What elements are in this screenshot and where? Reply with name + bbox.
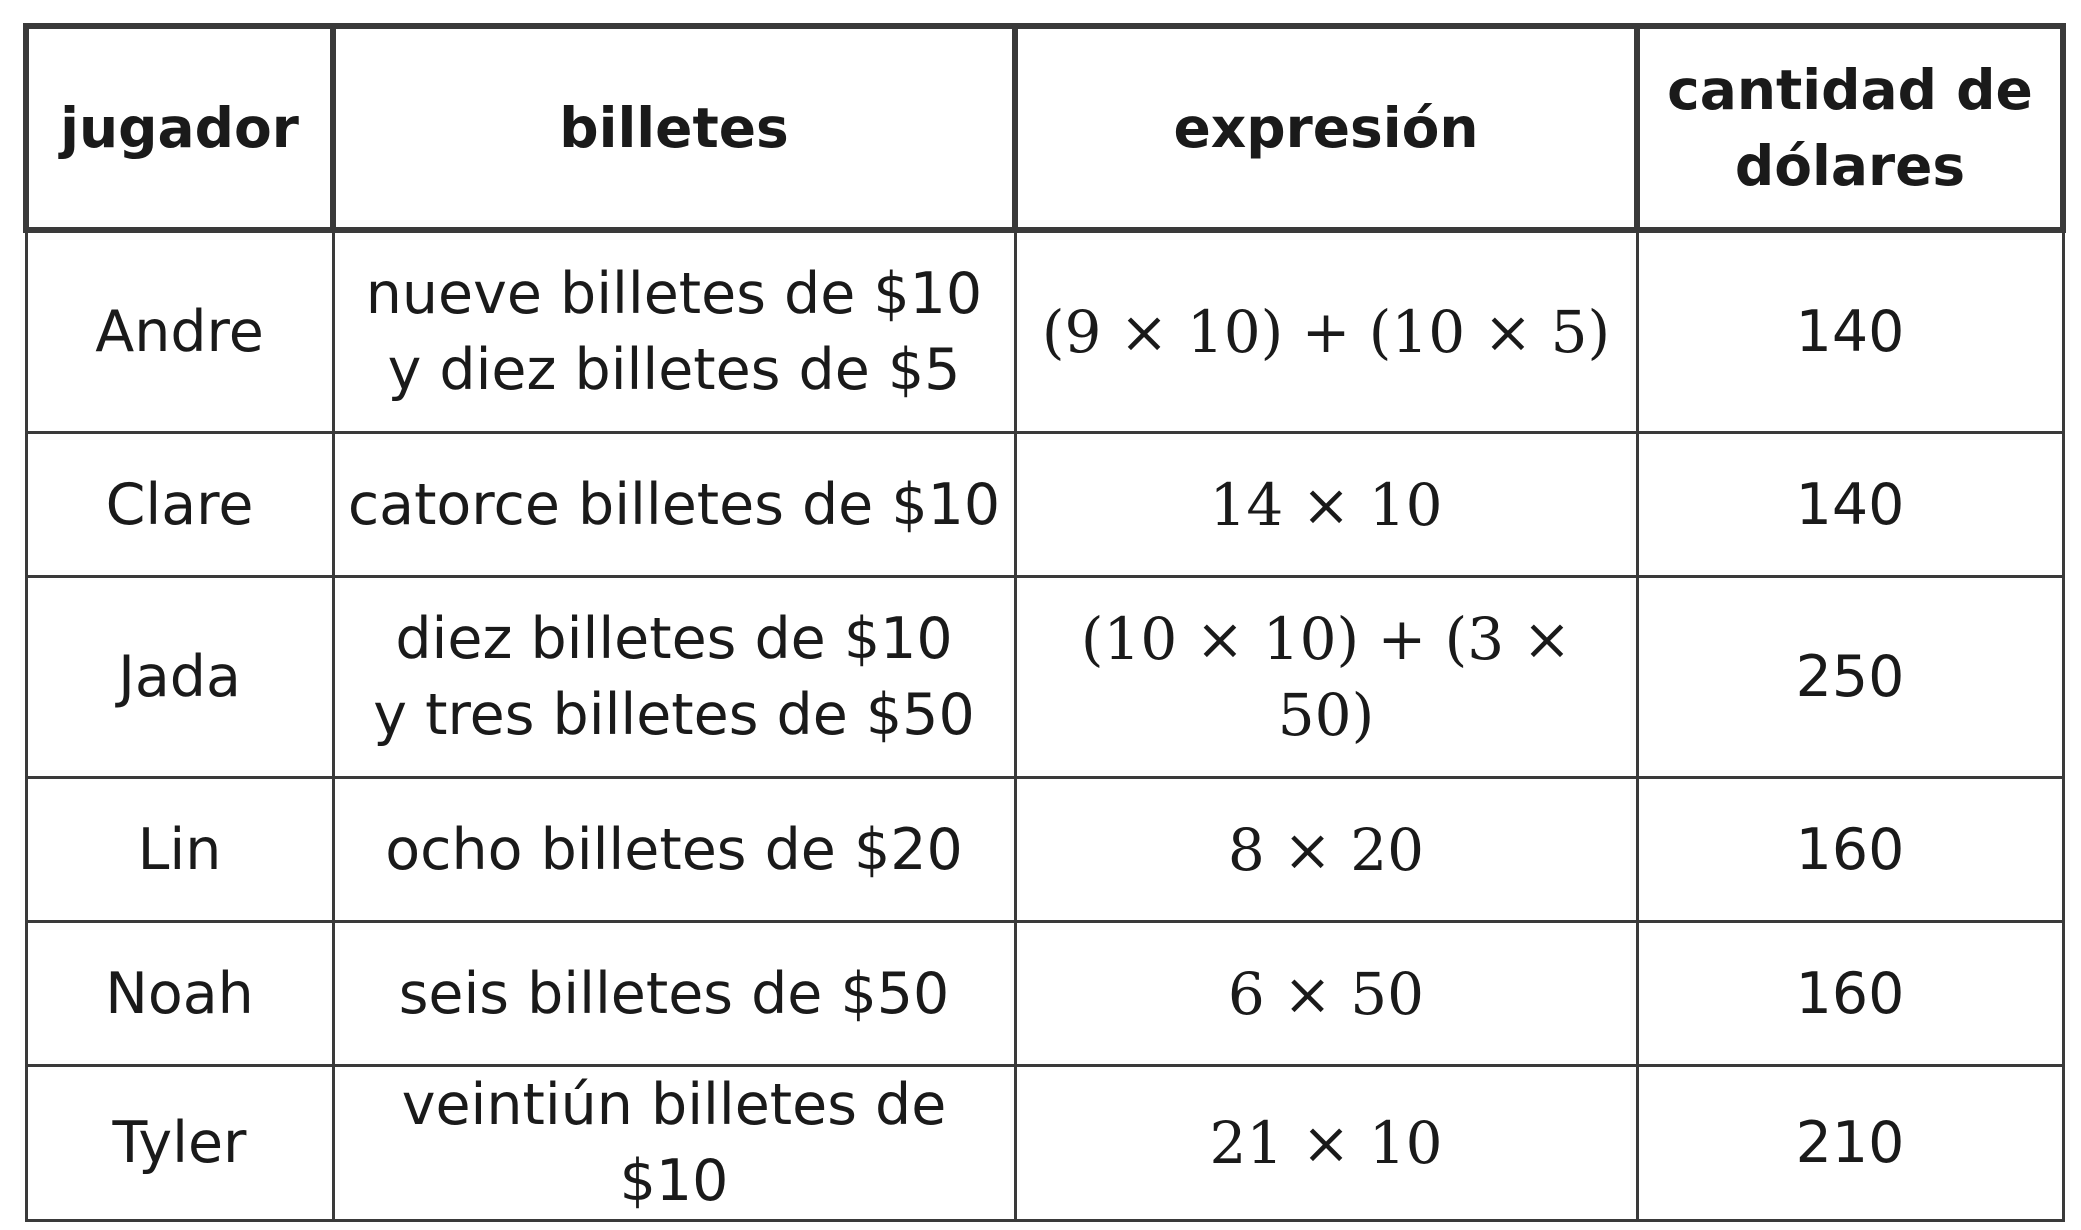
- dollars-cell: 140: [1637, 230, 2063, 433]
- expression-cell: 14 × 10: [1015, 433, 1637, 577]
- dollars-cell: 160: [1637, 922, 2063, 1066]
- table-row: [26, 778, 2063, 922]
- expression-cell: 21 × 10: [1015, 1066, 1637, 1221]
- bills-cell: catorce billetes de $10: [333, 433, 1015, 577]
- expression-cell: (9 × 10) + (10 × 5): [1015, 230, 1637, 433]
- table-row: [26, 1066, 2063, 1221]
- expression-cell: (10 × 10) + (3 × 50): [1015, 577, 1637, 778]
- bills-line: diez billetes de $10: [395, 606, 953, 672]
- bills-table: [23, 23, 2066, 1222]
- bills-cell: [333, 230, 1015, 433]
- player-cell: Tyler: [26, 1066, 333, 1221]
- bills-cell: ocho billetes de $20: [333, 778, 1015, 922]
- header-expression: expresión: [1015, 26, 1637, 230]
- header-bills: billetes: [333, 26, 1015, 230]
- table-row: [26, 922, 2063, 1066]
- player-cell: Clare: [26, 433, 333, 577]
- bills-cell: seis billetes de $50: [333, 922, 1015, 1066]
- expression-cell: 8 × 20: [1015, 778, 1637, 922]
- header-dollars-line1: cantidad de: [1667, 58, 2033, 122]
- header-player: jugador: [26, 26, 333, 230]
- header-row: [26, 26, 2063, 230]
- bills-cell: [333, 577, 1015, 778]
- player-cell: Noah: [26, 922, 333, 1066]
- table-row: [26, 230, 2063, 433]
- player-cell: Jada: [26, 577, 333, 778]
- dollars-cell: 210: [1637, 1066, 2063, 1221]
- player-cell: Andre: [26, 230, 333, 433]
- dollars-cell: 140: [1637, 433, 2063, 577]
- dollars-cell: 250: [1637, 577, 2063, 778]
- header-dollars-line2: dólares: [1734, 134, 1966, 198]
- player-cell: Lin: [26, 778, 333, 922]
- bills-line: y tres billetes de $50: [373, 682, 975, 748]
- bills-line: y diez billetes de $5: [387, 337, 961, 403]
- table-row: [26, 577, 2063, 778]
- bills-cell: veintiún billetes de $10: [333, 1066, 1015, 1221]
- header-dollars: [1637, 26, 2063, 230]
- dollars-cell: 160: [1637, 778, 2063, 922]
- table-row: [26, 433, 2063, 577]
- expression-cell: 6 × 50: [1015, 922, 1637, 1066]
- bills-line: nueve billetes de $10: [365, 261, 983, 327]
